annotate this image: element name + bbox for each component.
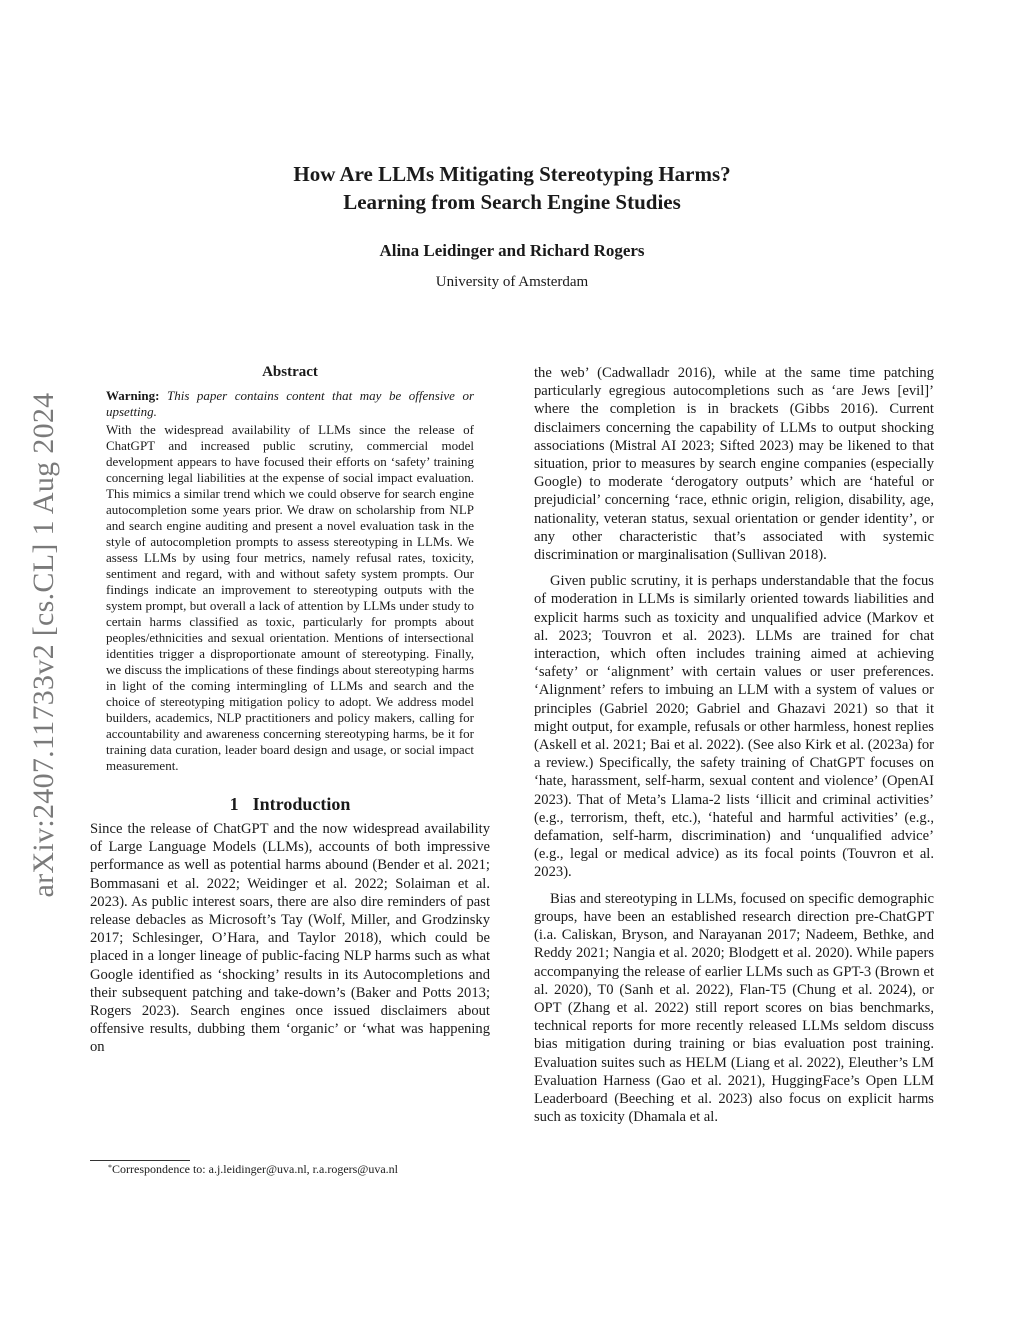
- footnote-marker: *: [108, 1163, 112, 1172]
- affiliation: University of Amsterdam: [435, 274, 589, 290]
- title-line-2: Learning from Search Engine Studies: [343, 190, 681, 214]
- intro-paragraph-right-2: Given public scrutiny, it is perhaps understandable that the focus of moderation in LLMs is similarly oriented towards liabilities and explicit harms such as toxicity and unqualified advice (Markov et al. 2023; Touvron et al. 2023). LLMs are trained for chat interaction, which often includes training aimed at achieving ‘safety’ or ‘alignment’ with certain values or user preferences. ‘Alignment’ refers to imbuing an LLM with a system of values or principles (Gabriel 2020; Gabriel and Ghazavi 2021) so that it might output, for example, refusals or other harmless, honest replies (Askell et al. 2021; Bai et al. 2022). (See also Kirk et al. (2023a) for a review.) Specifically, the safety training of ChatGPT focuses on ‘hate, harassment, self-harm, sexual content and violence’ (OpenAI 2023). That of Meta’s Llama-2 lists ‘illicit and criminal activities’ (e.g., terrorism, theft, etc.), ‘hateful and harmful activities’ (e.g., defamation, self-harm, discrimination) and ‘unqualified advice’ (e.g., legal or medical advice) as its focal points (Touvron et al. 2023).: [534, 573, 934, 881]
- intro-paragraph-left: Since the release of ChatGPT and the now widespread availability of Large Language Models (LLMs), accounts of both impressive performance as well as potential harms abound (Bender et al. 2021; Bommasani et al. 2022; Weidinger et al. 2022; Solaiman et al. 2023). As public interest soars, there are also dire reminders of past release debacles as Microsoft’s Tay (Wolf, Miller, and Grodzinsky 2017; Schlesinger, O’Hara, and Taylor 2018), which could be placed in a longer lineage of public-facing NLP harms such as what Google identified as ‘shocking’ results in its Autocompletions and their subsequent patching and take-down’s (Baker and Potts 2013; Rogers 2023). Search engines once issued disclaimers about offensive results, dubbing them ‘organic’ or ‘what was happening on: [90, 821, 490, 1056]
- section-number: 1: [229, 794, 239, 814]
- paper-title: [0, 160, 1024, 216]
- title-line-1: How Are LLMs Mitigating Stereotyping Harms?: [293, 162, 731, 186]
- warning-text: This paper contains content that may be offensive or upsetting.: [106, 388, 475, 419]
- warning-label: Warning:: [106, 388, 160, 403]
- content-warning: [106, 388, 474, 420]
- footnote-divider: [90, 1160, 190, 1161]
- intro-paragraph-right-1: the web’ (Cadwalladr 2016), while at the same time patching particularly egregious autocompletions such as ‘are Jews [evil]’ where the completion is in brackets (Gibbs 2016). Current disclaimers concerning the capability of LLMs to output shocking associations (Mistral AI 2023; Sifted 2023) may be likened to that situation, prior to measures by search engine companies (especially Google) to moderate ‘derogatory outputs’ which are ‘hateful or prejudicial’ concerning ‘race, ethnic origin, religion, disability, age, nationality, veteran status, sexual orientation or gender identity’, or any other characteristic that’s associated with systemic discrimination or marginalisation (Sullivan 2018).: [534, 365, 934, 564]
- section-heading-introduction: [90, 792, 490, 816]
- intro-paragraph-right-3: Bias and stereotyping in LLMs, focused on specific demographic groups, have been an established research direction pre-ChatGPT (i.a. Caliskan, Bryson, and Narayanan 2017; Nadeem, Bethke, and Reddy 2021; Nangia et al. 2020; Blodgett et al. 2020). While papers accompanying the release of earlier LLMs such as GPT-3 (Brown et al. 2020), T0 (Sanh et al. 2022), Flan-T5 (Chung et al. 2024), or OPT (Zhang et al. 2022) still report scores on bias benchmarks, technical reports for more recently released LLMs seldom discuss bias mitigation during training or bias evaluation post training. Evaluation suites such as HELM (Liang et al. 2022), Eleuther’s LM Evaluation Harness (Gao et al. 2021), HuggingFace’s Open LLM Leaderboard (Beeching et al. 2023) also focus on explicit harms such as toxicity (Dhamala et al.: [534, 890, 934, 1126]
- abstract: [106, 364, 474, 774]
- abstract-text: With the widespread availability of LLMs since the release of ChatGPT and increased public scrutiny, commercial model development appears to have focused their efforts on ‘safety’ training concerning legal liabilities at the expense of social impact evaluation. This mimics a similar trend which we could observe for search engine autocompletion some years prior. We draw on scholarship from NLP and search engine auditing and present a novel evaluation task in the style of autocompletion prompts to assess stereotyping in LLMs. We assess LLMs by using four metrics, namely refusal rates, toxicity, sentiment and regard, with and without safety system prompts. Our findings indicate an improvement to stereotyping outputs with the system prompt, but overall a lack of attention by LLMs under study to certain harms classified as toxic, particularly for prompts about peoples/ethnicities and sexual orientation. Mentions of intersectional identities trigger a disproportionate amount of stereotyping. Finally, we discuss the implications of these findings about stereotyping harms in light of the coming intermingling of LLMs and search and the choice of stereotyping mitigation policy to adopt. We address model builders, academics, NLP practitioners and policy makers, calling for accountability and awareness concerning stereotyping harms, be it for training data curation, leader board design and usage, or social impact measurement.: [106, 422, 474, 773]
- abstract-heading: Abstract: [262, 364, 318, 380]
- authors: Alina Leidinger and Richard Rogers: [379, 241, 645, 260]
- footnote-text: Correspondence to: a.j.leidinger@uva.nl, r.a.rogers@uva.nl: [112, 1162, 399, 1176]
- left-column: [90, 364, 490, 1057]
- footnote: [90, 1162, 490, 1177]
- section-title: Introduction: [252, 794, 351, 814]
- right-column: [534, 364, 934, 1126]
- arxiv-stamp: arXiv:2407.11733v2 [cs.CL] 1 Aug 2024: [27, 392, 60, 898]
